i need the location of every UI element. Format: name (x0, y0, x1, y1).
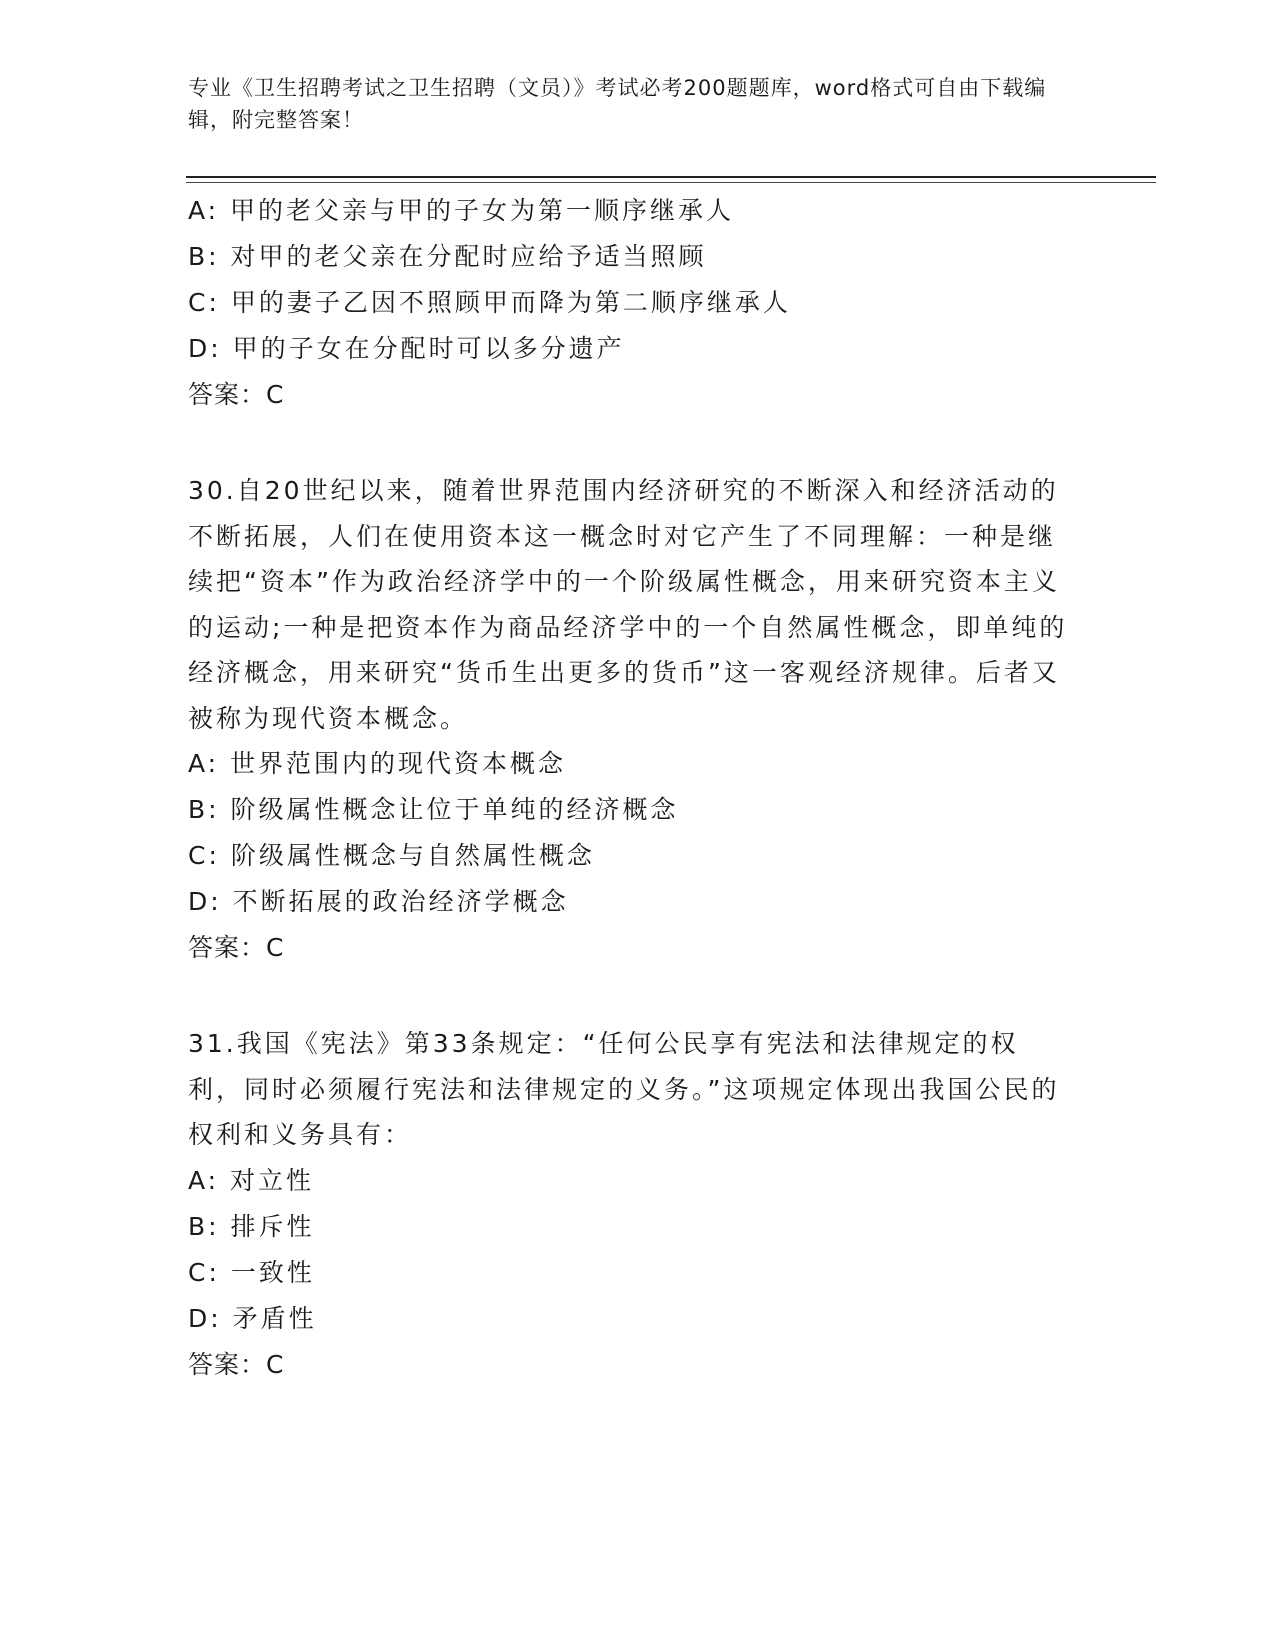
document-header: 专业《卫生招聘考试之卫生招聘（文员）》考试必考200题题库，word格式可自由下载编辑，附完整答案！ (188, 76, 1047, 132)
answer: 答案：C (188, 1349, 285, 1379)
option-a: A: 对立性 (188, 1165, 315, 1195)
page-content (188, 188, 1068, 1388)
option-c: C: 一致性 (188, 1257, 315, 1287)
option-d: D: 甲的子女在分配时可以多分遗产 (188, 334, 625, 363)
option-a: A: 世界范围内的现代资本概念 (188, 749, 567, 778)
option-a: A: 甲的老父亲与甲的子女为第一顺序继承人 (188, 196, 735, 225)
question-stem: 30.自20世纪以来，随着世界范围内经济研究的不断深入和经济活动的不断拓展，人们在使用资本这一概念时对它产生了不同理解：一种是继续把“资本”作为政治经济学中的一个阶级属性概念，用来研究资本主义的运动;一种是把资本作为商品经济学中的一个自然属性概念，即单纯的经济概念，用来研究“货币生出更多的货币”这一客观经济规律。后者又被称为现代资本概念。 (188, 476, 1068, 733)
answer: 答案：C (188, 380, 285, 409)
spacer (188, 971, 1068, 1021)
spacer (188, 418, 1068, 468)
option-b: B: 排斥性 (188, 1211, 315, 1241)
option-b: B: 对甲的老父亲在分配时应给予适当照顾 (188, 242, 707, 271)
question-stem: 31.我国《宪法》第33条规定：“任何公民享有宪法和法律规定的权利，同时必须履行宪法和法律规定的义务。”这项规定体现出我国公民的权利和义务具有： (188, 1029, 1060, 1149)
question-29-block (188, 188, 1068, 418)
answer: 答案：C (188, 933, 285, 962)
header-divider-thin (186, 182, 1156, 183)
question-31-block (188, 1021, 1068, 1388)
option-c: C: 阶级属性概念与自然属性概念 (188, 841, 595, 870)
option-d: D: 矛盾性 (188, 1303, 317, 1333)
option-b: B: 阶级属性概念让位于单纯的经济概念 (188, 795, 679, 824)
header-divider (186, 176, 1156, 178)
option-d: D: 不断拓展的政治经济学概念 (188, 887, 569, 916)
option-c: C: 甲的妻子乙因不照顾甲而降为第二顺序继承人 (188, 288, 791, 317)
question-30-block (188, 468, 1068, 971)
